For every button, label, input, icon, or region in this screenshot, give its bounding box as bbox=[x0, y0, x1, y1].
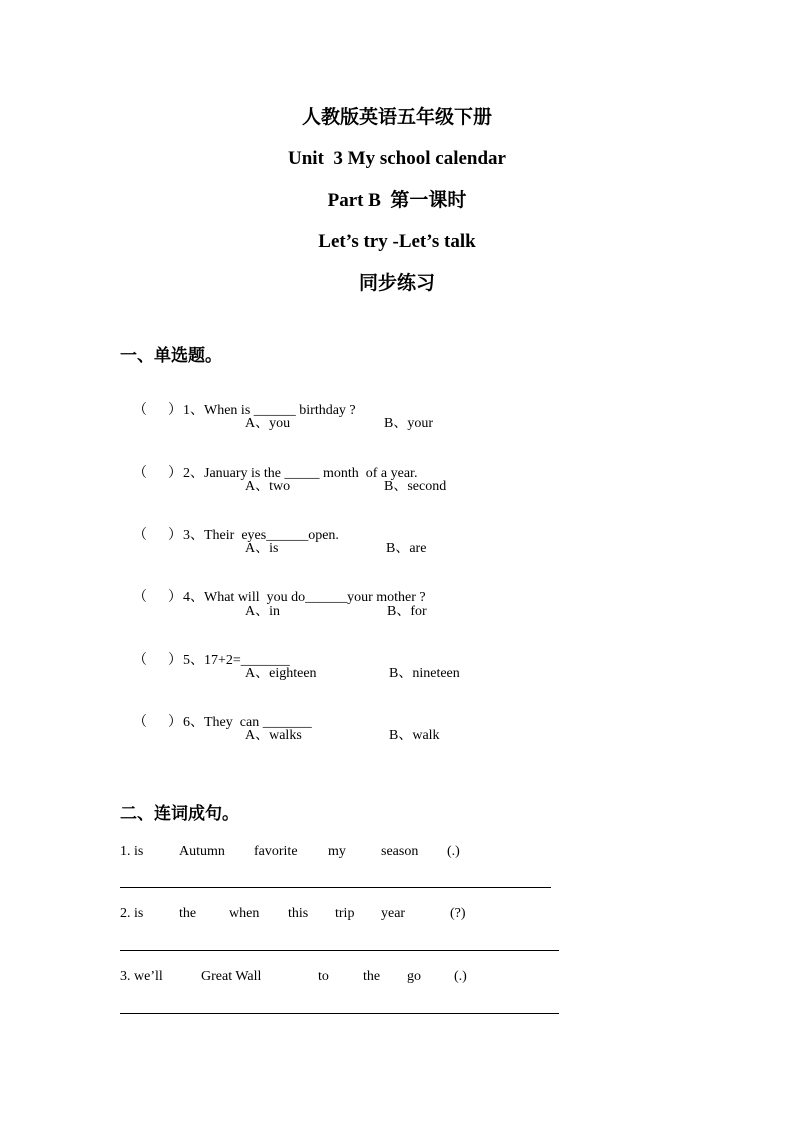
option-a: A、eighteen bbox=[245, 666, 317, 681]
section-heading-single-choice: 一、单选题。 bbox=[120, 346, 222, 365]
option-a: A、you bbox=[245, 416, 291, 431]
option-a: A、is bbox=[245, 541, 279, 556]
option-b: B、walk bbox=[389, 728, 440, 743]
option-b: B、your bbox=[384, 416, 433, 431]
title-book: 人教版英语五年级下册 bbox=[301, 107, 492, 128]
word: the bbox=[179, 906, 197, 921]
answer-blank[interactable]: （ ） bbox=[133, 403, 182, 418]
word: 2. is bbox=[120, 906, 144, 921]
title-lesson: Let’s try -Let’s talk bbox=[318, 231, 476, 252]
title-unit: Unit 3 My school calendar bbox=[288, 148, 506, 169]
word: (.) bbox=[454, 969, 467, 984]
answer-blank[interactable]: （ ） bbox=[133, 528, 182, 543]
question-text: 2、January is the _____ month of a year. bbox=[183, 466, 418, 481]
question-text: 1、When is ______ birthday ? bbox=[183, 403, 356, 418]
option-a: A、in bbox=[245, 604, 280, 619]
word: my bbox=[328, 844, 346, 859]
question-3 bbox=[126, 509, 339, 545]
option-a: A、walks bbox=[245, 728, 302, 743]
answer-blank[interactable]: （ ） bbox=[133, 590, 182, 605]
answer-blank[interactable]: （ ） bbox=[133, 466, 182, 481]
answer-line-2[interactable] bbox=[120, 950, 559, 951]
word: 1. is bbox=[120, 844, 144, 859]
answer-line-3[interactable] bbox=[120, 1013, 559, 1014]
word: the bbox=[363, 969, 381, 984]
section-heading-word-order: 二、连词成句。 bbox=[120, 804, 239, 823]
word: trip bbox=[335, 906, 355, 921]
option-b: B、for bbox=[387, 604, 427, 619]
question-text: 6、They can _______ bbox=[183, 715, 312, 730]
question-text: 5、17+2=_______ bbox=[183, 653, 290, 668]
option-a: A、two bbox=[245, 479, 291, 494]
title-part: Part B 第一课时 bbox=[327, 190, 467, 211]
word: season bbox=[381, 844, 419, 859]
word: favorite bbox=[254, 844, 298, 859]
answer-blank[interactable]: （ ） bbox=[133, 715, 182, 730]
question-1 bbox=[126, 384, 356, 420]
question-text: 3、Their eyes______open. bbox=[183, 528, 339, 543]
title-practice: 同步练习 bbox=[358, 273, 435, 294]
word: go bbox=[407, 969, 421, 984]
word: to bbox=[318, 969, 329, 984]
word: Autumn bbox=[179, 844, 225, 859]
option-b: B、nineteen bbox=[389, 666, 460, 681]
option-b: B、are bbox=[386, 541, 427, 556]
answer-line-1[interactable] bbox=[120, 887, 551, 888]
question-4 bbox=[126, 571, 426, 607]
word: when bbox=[229, 906, 260, 921]
answer-blank[interactable]: （ ） bbox=[133, 653, 182, 668]
word: (?) bbox=[450, 906, 466, 921]
word: Great Wall bbox=[201, 969, 262, 984]
question-text: 4、What will you do______your mother ? bbox=[183, 590, 426, 605]
option-b: B、second bbox=[384, 479, 447, 494]
word: 3. we’ll bbox=[120, 969, 163, 984]
word: (.) bbox=[447, 844, 460, 859]
word: year bbox=[381, 906, 406, 921]
word: this bbox=[288, 906, 309, 921]
